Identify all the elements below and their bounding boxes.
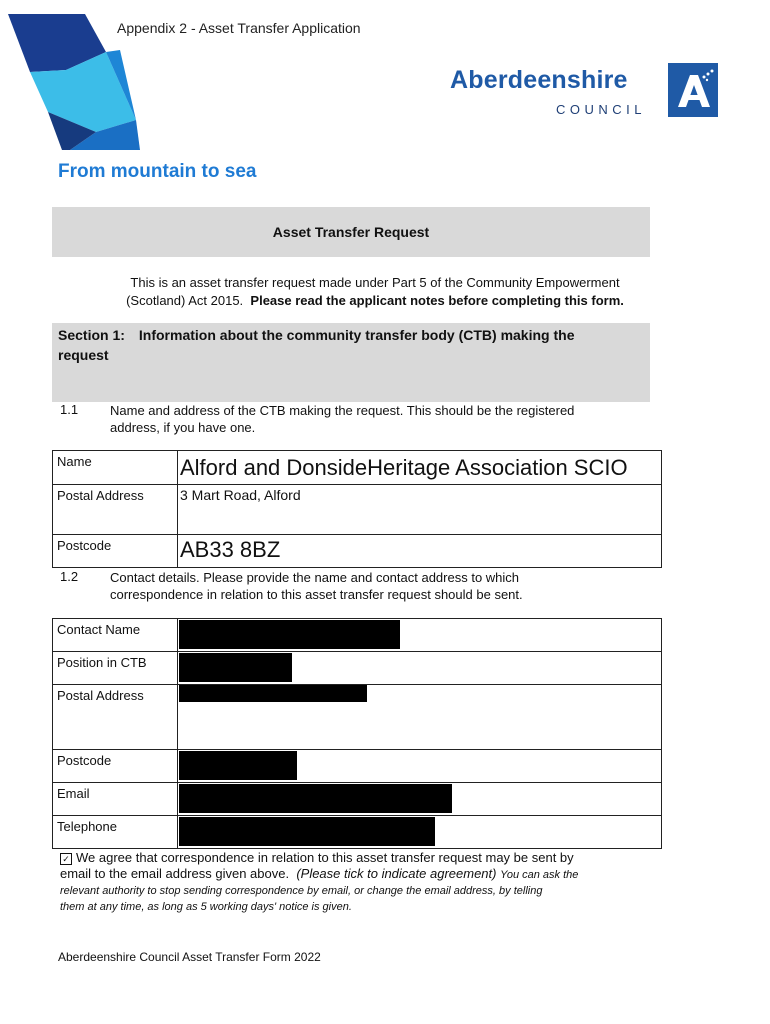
redaction-postcode xyxy=(179,751,297,780)
table-row xyxy=(53,485,662,535)
postcode-label: Postcode xyxy=(53,535,178,568)
question-1-2-line-1: Contact details. Please provide the name and contact address to which xyxy=(110,570,520,585)
section-1-header xyxy=(52,323,650,402)
table-row xyxy=(53,750,662,783)
brand-name: Aberdeenshire xyxy=(450,66,628,94)
redaction-email xyxy=(179,784,452,813)
appendix-heading: Appendix 2 - Asset Transfer Application xyxy=(117,20,361,36)
agreement-line-1: We agree that correspondence in relation to this asset transfer request may be sent by xyxy=(76,850,574,865)
contact-postal-address-label: Postal Address xyxy=(53,685,178,750)
agreement-text xyxy=(60,850,700,915)
brand-emblem-icon xyxy=(668,63,718,117)
position-label: Position in CTB xyxy=(53,652,178,685)
question-1-2-number: 1.2 xyxy=(60,569,79,584)
contact-name-label: Contact Name xyxy=(53,619,178,652)
agreement-note-1: You can ask the xyxy=(500,869,579,881)
email-label: Email xyxy=(53,783,178,816)
table-row xyxy=(53,451,662,485)
contact-details-table xyxy=(52,618,662,849)
table-row xyxy=(53,535,662,568)
section-1-heading-line-1: Information about the community transfer body (CTB) making the xyxy=(138,327,575,343)
agreement-checkbox[interactable]: ✓ xyxy=(60,853,72,865)
name-field[interactable]: Alford and DonsideHeritage Association SCIO xyxy=(178,451,662,485)
redaction-contact-name xyxy=(179,620,400,649)
name-label: Name xyxy=(53,451,178,485)
section-1-heading-line-2: request xyxy=(58,347,109,363)
question-1-1-text xyxy=(110,402,670,436)
postal-address-field[interactable]: 3 Mart Road, Alford xyxy=(178,485,662,535)
slogan: From mountain to sea xyxy=(58,161,257,182)
question-1-2-text xyxy=(110,569,670,603)
postcode-field[interactable]: AB33 8BZ xyxy=(178,535,662,568)
agreement-note-3: them at any time, as long as 5 working days' notice is given. xyxy=(60,901,352,913)
brand-council: COUNCIL xyxy=(556,102,647,117)
table-row xyxy=(53,652,662,685)
question-1-1-number: 1.1 xyxy=(60,402,79,417)
title-bar xyxy=(52,207,650,257)
intro-line-2-bold: Please read the applicant notes before completing this form. xyxy=(250,293,624,308)
question-1-2-line-2: correspondence in relation to this asset transfer request should be sent. xyxy=(110,587,523,602)
intro-line-1: This is an asset transfer request made under Part 5 of the Community Empowerment xyxy=(130,275,620,290)
telephone-label: Telephone xyxy=(53,816,178,849)
redaction-telephone xyxy=(179,817,435,846)
contact-postcode-label: Postcode xyxy=(53,750,178,783)
redaction-postal-address xyxy=(179,685,367,702)
redaction-position xyxy=(179,653,292,682)
intro-line-2-plain: (Scotland) Act 2015. xyxy=(126,293,244,308)
tick-note: (Please tick to indicate agreement) xyxy=(296,866,497,881)
question-1-1-line-2: address, if you have one. xyxy=(110,420,256,435)
form-title: Asset Transfer Request xyxy=(272,224,430,240)
intro-text xyxy=(60,274,690,310)
agreement-note-2: relevant authority to stop sending correspondence by email, or change the email address, by telling xyxy=(60,885,543,897)
agreement-line-2: email to the email address given above. xyxy=(60,866,290,881)
ctb-details-table xyxy=(52,450,662,568)
footer: Aberdeenshire Council Asset Transfer Form 2022 xyxy=(58,950,321,964)
intro-line-2 xyxy=(60,292,690,310)
question-1-1-line-1: Name and address of the CTB making the request. This should be the registered xyxy=(110,403,575,418)
postal-address-label: Postal Address xyxy=(53,485,178,535)
section-1-label: Section 1: xyxy=(58,327,125,343)
